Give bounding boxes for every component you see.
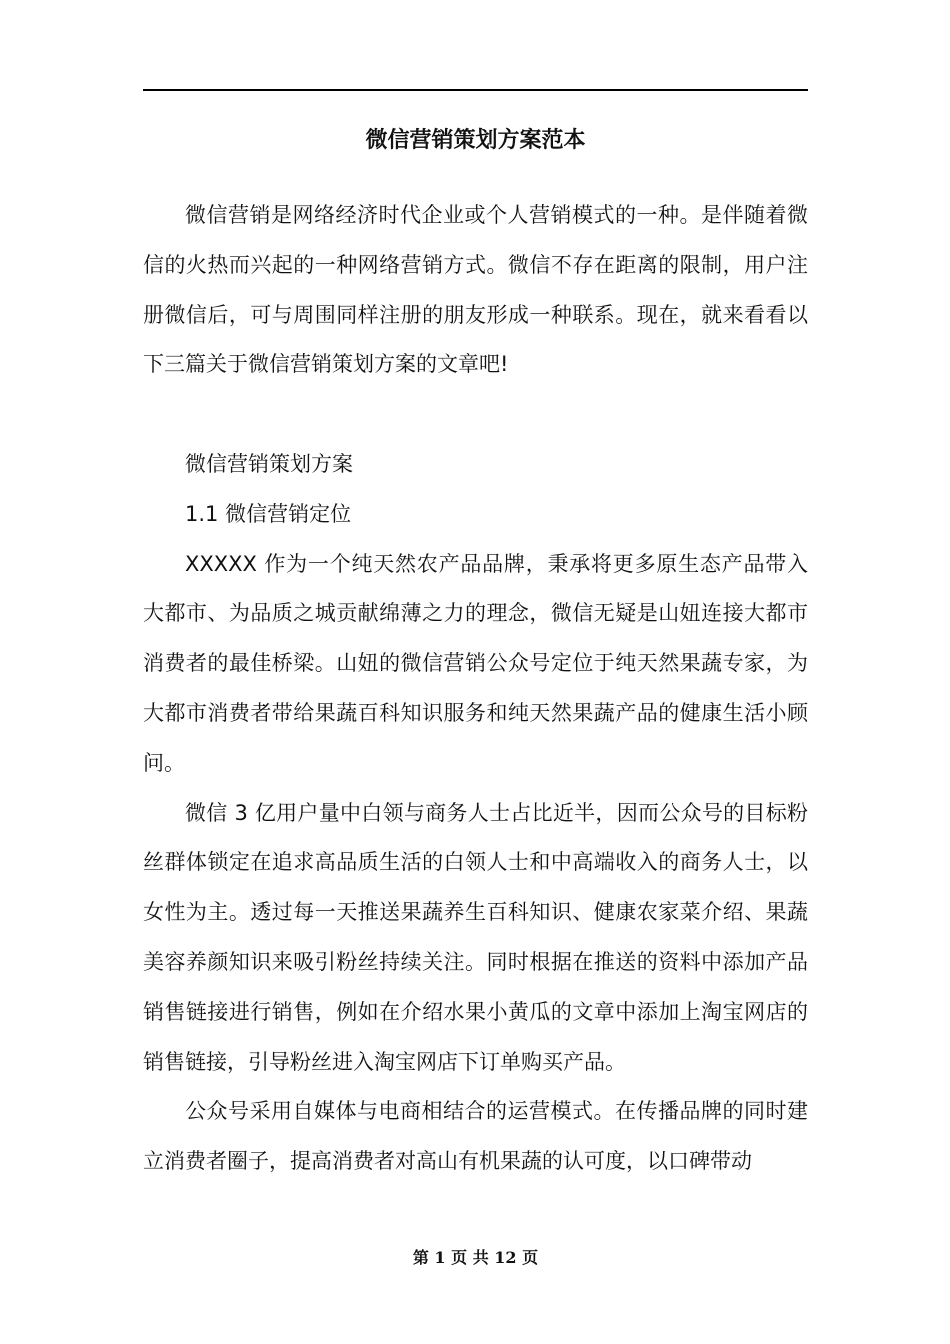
body-paragraph: 公众号采用自媒体与电商相结合的运营模式。在传播品牌的同时建立消费者圈子，提高消费者对高山有机果蔬的认可度，以口碑带动 <box>143 1099 808 1174</box>
body-paragraph: XXXXX 作为一个纯天然农产品品牌，秉承将更多原生态产品带入大都市、为品质之城贡献绵薄之力的理念，微信无疑是山妞连接大都市消费者的最佳桥梁。山妞的微信营销公众号定位于纯天然果蔬专家，为大都市消费者带给果蔬百科知识服务和纯天然果蔬产品的健康生活小顾问。 <box>143 551 808 775</box>
section-heading: 微信营销策划方案 <box>185 451 353 476</box>
subsection-heading: 1.1 微信营销定位 <box>185 501 352 526</box>
document-title: 微信营销策划方案范本 <box>365 128 586 153</box>
header-rule <box>143 89 808 91</box>
page-number-footer: 第 1 页 共 12 页 <box>412 1248 539 1267</box>
document-body <box>143 191 808 1187</box>
intro-paragraph: 微信营销是网络经济时代企业或个人营销模式的一种。是伴随着微信的火热而兴起的一种网络营销方式。微信不存在距离的限制，用户注册微信后，可与周围同样注册的朋友形成一种联系。现在，就来看看以下三篇关于微信营销策划方案的文章吧! <box>143 203 808 377</box>
body-paragraph: 微信 3 亿用户量中白领与商务人士占比近半，因而公众号的目标粉丝群体锁定在追求高品质生活的白领人士和中高端收入的商务人士，以女性为主。透过每一天推送果蔬养生百科知识、健康农家菜介绍、果蔬美容养颜知识来吸引粉丝持续关注。同时根据在推送的资料中添加产品销售链接进行销售，例如在介绍水果小黄瓜的文章中添加上淘宝网店的销售链接，引导粉丝进入淘宝网店下订单购买产品。 <box>143 800 808 1074</box>
